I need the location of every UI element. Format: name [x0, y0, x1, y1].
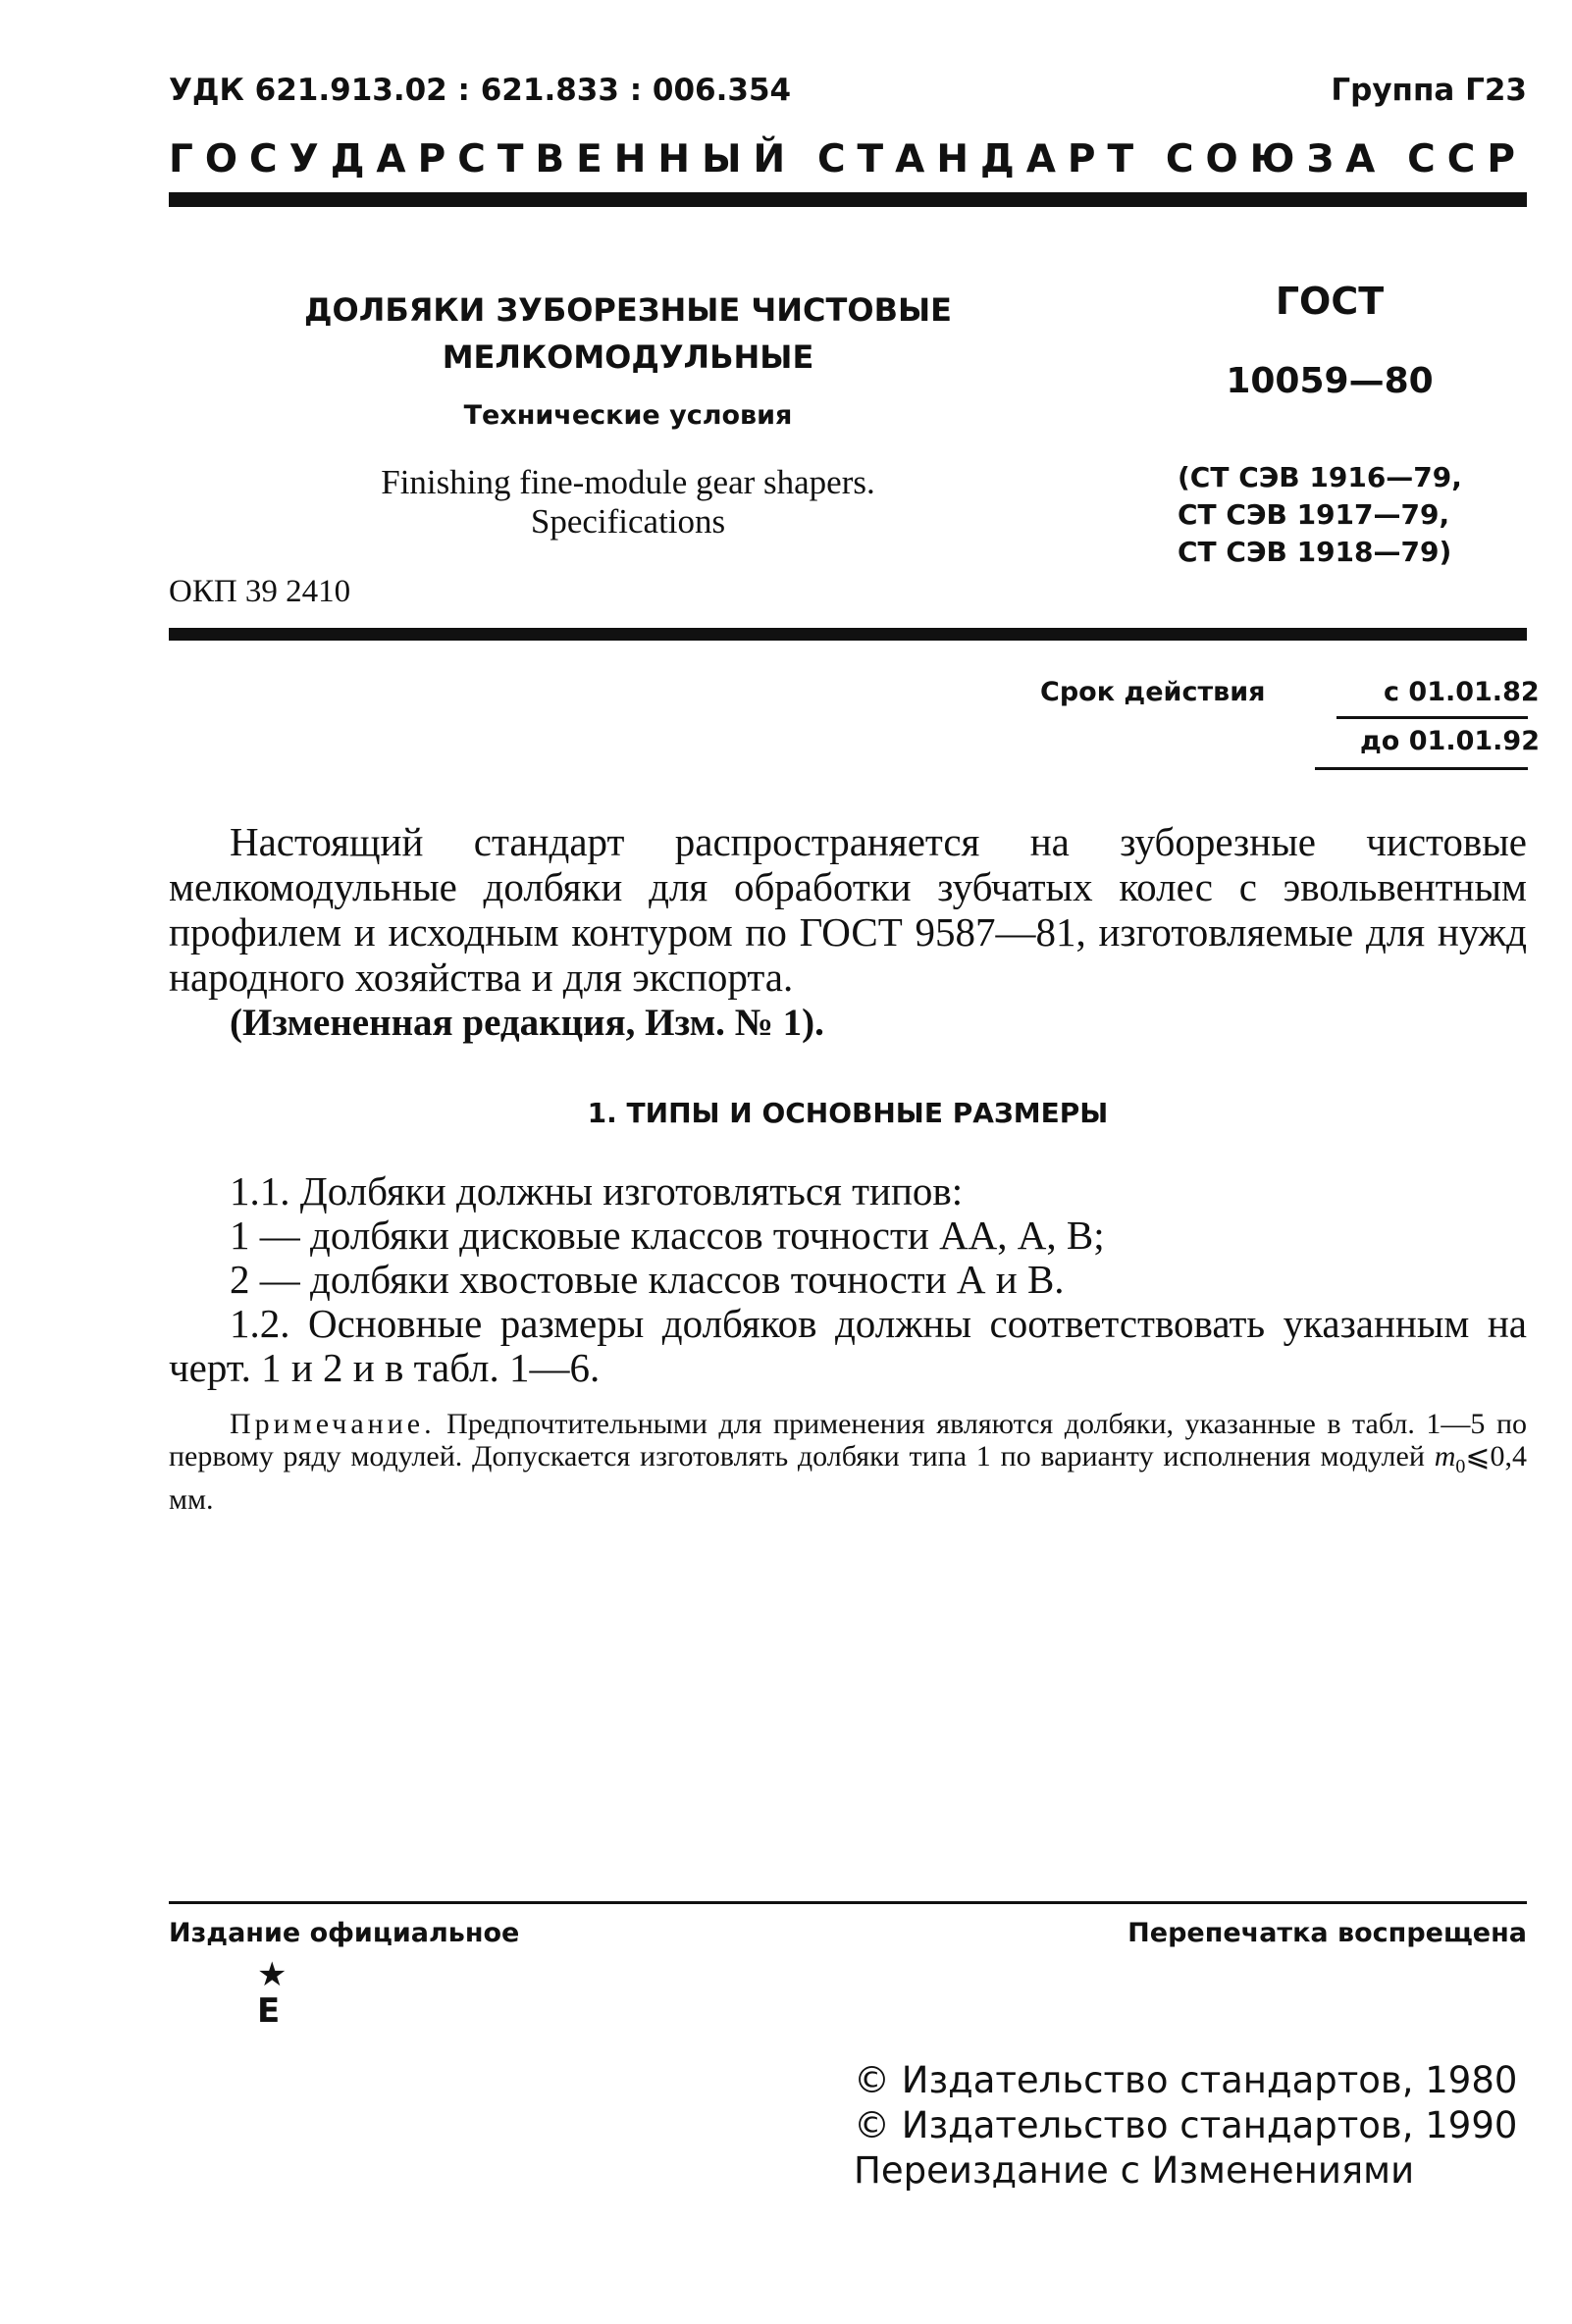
header-divider	[169, 192, 1527, 207]
note-text-a: Предпочтительными для применения являются долбяки, указанные в табл. 1—5 по первому ряду модулей. Допускается изготовлять долбяки типа 1 по варианту исполнения модулей	[169, 1408, 1528, 1472]
reprint-prohibited-label: Перепечатка воспрещена	[1127, 1918, 1527, 1948]
official-edition-label: Издание официальное	[169, 1918, 520, 1948]
document-subtitle: Технические условия	[463, 400, 793, 431]
section-title: 1. ТИПЫ И ОСНОВНЫЕ РАЗМЕРЫ	[587, 1097, 1109, 1129]
state-word-3: СОЮЗА	[1165, 137, 1388, 181]
note-label: Примечание.	[230, 1408, 436, 1440]
note-text-b: ⩽0,4 мм.	[169, 1440, 1527, 1516]
document-title	[294, 286, 962, 381]
star-icon: ★	[257, 1955, 288, 1994]
gost-label: ГОСТ	[1275, 280, 1385, 323]
state-standard-heading	[169, 137, 1527, 181]
note-paragraph	[169, 1408, 1527, 1516]
title-divider	[169, 628, 1527, 641]
validity-to: до 01.01.92	[1360, 726, 1540, 756]
copyright-block	[854, 2058, 1517, 2194]
cmea-references	[1178, 459, 1462, 571]
clause-1-1: 1.1. Долбяки должны изготовляться типов:	[230, 1168, 964, 1214]
note-subscript: 0	[1455, 1456, 1466, 1477]
english-title	[294, 463, 962, 542]
validity-from: с 01.01.82	[1384, 677, 1540, 707]
state-word-1: ГОСУДАРСТВЕННЫЙ	[169, 137, 798, 181]
edition-note: (Измененная редакция, Изм. № 1).	[230, 1002, 824, 1044]
copyright-1990: © Издательство стандартов, 1990	[854, 2104, 1518, 2146]
intro-paragraph: Настоящий стандарт распространяется на зуборезные чистовые мелкомодульные долбяки для обработки зубчатых колес с эвольвентным профилем и исходным контуром по ГОСТ 9587—81, изготовляемые для нужд народного хозяйства и для экспорта.	[169, 819, 1527, 1000]
english-title-line-1: Finishing fine-module gear shapers.	[381, 463, 875, 501]
clauses	[169, 1169, 1527, 1390]
title-line-2: МЕЛКОМОДУЛЬНЫЕ	[442, 338, 814, 376]
cmea-line-1: (СТ СЭВ 1916—79,	[1178, 461, 1462, 493]
e-mark: E	[257, 1991, 281, 2031]
validity-underline-from	[1336, 716, 1528, 719]
udc-code: УДК 621.913.02 : 621.833 : 006.354	[169, 73, 792, 108]
validity-underline-to	[1315, 767, 1528, 770]
cmea-line-3: СТ СЭВ 1918—79)	[1178, 536, 1452, 568]
english-title-line-2: Specifications	[530, 502, 726, 541]
type-2-item: 2 — долбяки хвостовые классов точности А и В.	[230, 1257, 1065, 1302]
cmea-line-2: СТ СЭВ 1917—79,	[1178, 498, 1450, 531]
clause-1-2: 1.2. Основные размеры долбяков должны соответствовать указанным на черт. 1 и 2 и в табл. 1—6.	[169, 1301, 1527, 1390]
okp-code: ОКП 39 2410	[169, 574, 351, 609]
copyright-1980: © Издательство стандартов, 1980	[854, 2059, 1518, 2101]
header-row	[169, 73, 1527, 122]
note-symbol: m	[1434, 1440, 1456, 1472]
title-line-1: ДОЛБЯКИ ЗУБОРЕЗНЫЕ ЧИСТОВЫЕ	[304, 291, 952, 329]
group-code: Группа Г23	[1331, 73, 1527, 108]
state-word-2: СТАНДАРТ	[816, 137, 1146, 181]
validity-label: Срок действия	[1040, 677, 1266, 707]
type-1-item: 1 — долбяки дисковые классов точности АА, А, В;	[230, 1213, 1105, 1258]
state-word-4: ССР	[1407, 137, 1527, 181]
gost-number: 10059—80	[1226, 361, 1434, 401]
reissue-note: Переиздание с Изменениями	[854, 2149, 1415, 2192]
footer-divider	[169, 1901, 1527, 1904]
